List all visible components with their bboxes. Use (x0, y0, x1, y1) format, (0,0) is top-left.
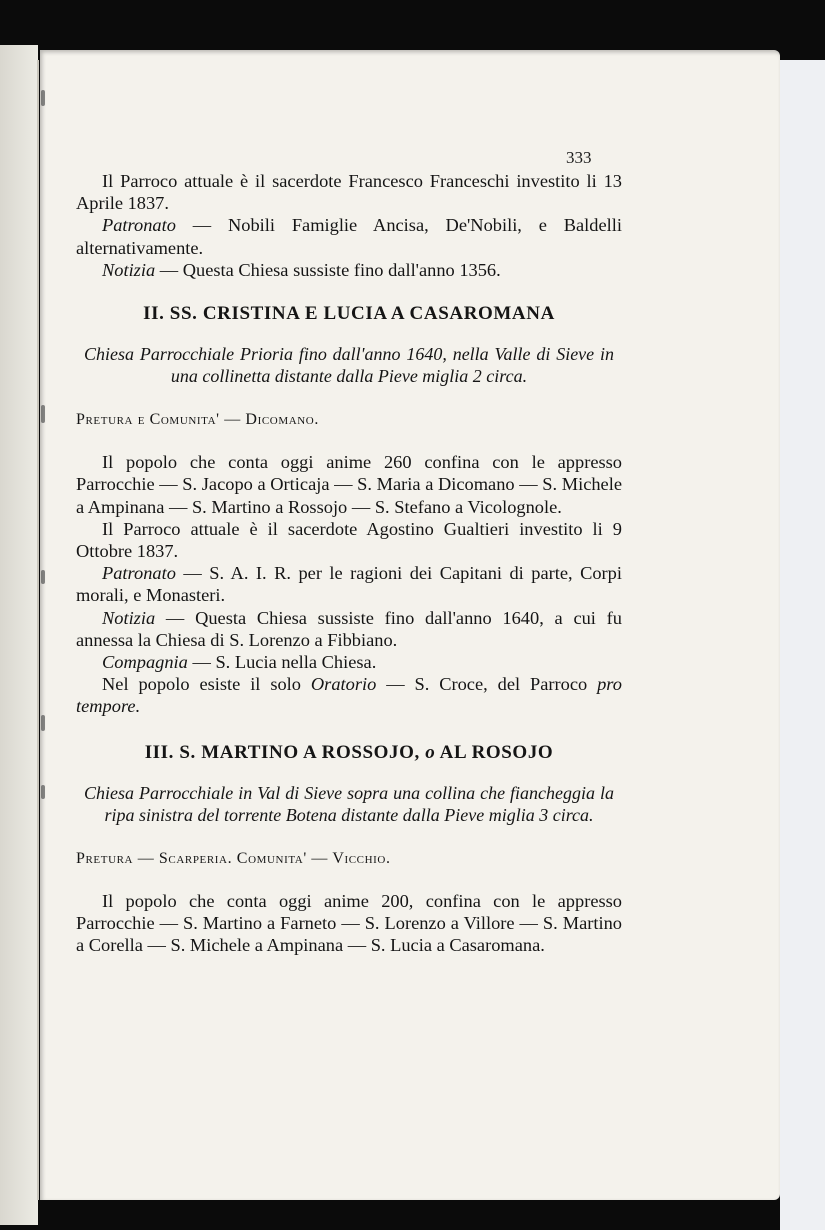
left-page-edge (0, 45, 38, 1225)
intro-patronato (76, 214, 622, 258)
background-sheet (780, 60, 825, 1230)
notizia-label: Notizia (102, 607, 156, 628)
binding-hole-mark (41, 785, 45, 799)
section-heading (76, 742, 622, 764)
oratorio-post: — S. Croce, del Parroco (386, 674, 588, 695)
binding-hole-mark (41, 570, 45, 584)
intro-paragraph: Il Parroco attuale è il sacerdote Francesco Franceschi investito li 13 Aprile 1837. (76, 171, 622, 214)
binding-hole-mark (41, 90, 45, 106)
oratorio-label: Oratorio (310, 674, 377, 695)
compagnia-label: Compagnia (102, 652, 188, 673)
notizia-label: Notizia (102, 259, 156, 280)
page-text (76, 104, 622, 956)
paragraph: Il Parroco attuale è il sacerdote Agostino Gualtieri investito li 9 Ottobre 1837. (76, 518, 622, 562)
heading-tail: AL ROSOJO (439, 741, 554, 763)
intro-notizia (76, 259, 622, 281)
paragraph: Il popolo che conta oggi anime 200, confina con le appresso Parrocchie — S. Martino a Farneto — S. Lorenzo a Villore — S. Martino a Corella — S. Michele a Ampinana — S. Lucia a Casaromana. (76, 890, 622, 956)
section-heading: II. SS. CRISTINA E LUCIA A CASAROMANA (143, 303, 555, 325)
page-number: 333 (566, 148, 592, 167)
notizia-paragraph (76, 607, 622, 651)
patronato-paragraph (76, 562, 622, 606)
paragraph: Il popolo che conta oggi anime 260 confina con le appresso Parrocchie — S. Jacopo a Orticaja — S. Maria a Dicomano — S. Michele a Ampinana — S. Martino a Rossojo — S. Stefano a Vicolognole. (76, 452, 622, 517)
section-subtitle: Chiesa Parrocchiale in Val di Sieve sopra una collina che fiancheggia la ripa sinistra del torrente Botena distante dalla Pieve miglia 3 circa. (84, 782, 614, 825)
patronato-text: — S. A. I. R. per le ragioni dei Capitani di parte, Corpi morali, e Monasteri. (76, 563, 622, 606)
section-subtitle: Chiesa Parrocchiale Prioria fino dall'anno 1640, nella Valle di Sieve in una collinetta distante dalla Pieve miglia 2 circa. (84, 344, 614, 387)
compagnia-text: — S. Lucia nella Chiesa. (192, 652, 377, 673)
patronato-label: Patronato (102, 215, 176, 236)
patronato-text: — Nobili Famiglie Ancisa, De'Nobili, e Baldelli alternativamente. (76, 215, 622, 258)
binding-hole-mark (41, 405, 45, 423)
oratorio-paragraph (76, 673, 622, 717)
heading-main: III. S. MARTINO A ROSSOJO, (144, 741, 420, 763)
oratorio-pre: Nel popolo esiste il solo (102, 674, 301, 695)
pretura-line: Pretura — Scarperia. Comunita' — Vicchio. (76, 849, 391, 867)
heading-o: o (425, 741, 436, 763)
patronato-label: Patronato (102, 563, 176, 584)
binding-hole-mark (41, 715, 45, 731)
notizia-text: — Questa Chiesa sussiste fino dall'anno 1640, a cui fu annessa la Chiesa di S. Lorenzo a Fibbiano. (76, 607, 622, 650)
notizia-text: — Questa Chiesa sussiste fino dall'anno 1356. (159, 259, 501, 280)
spine-line (37, 60, 39, 1200)
compagnia-paragraph (76, 651, 622, 673)
pro-tempore: pro tempore. (76, 674, 622, 717)
pretura-line: Pretura e Comunita' — Dicomano. (76, 411, 319, 429)
